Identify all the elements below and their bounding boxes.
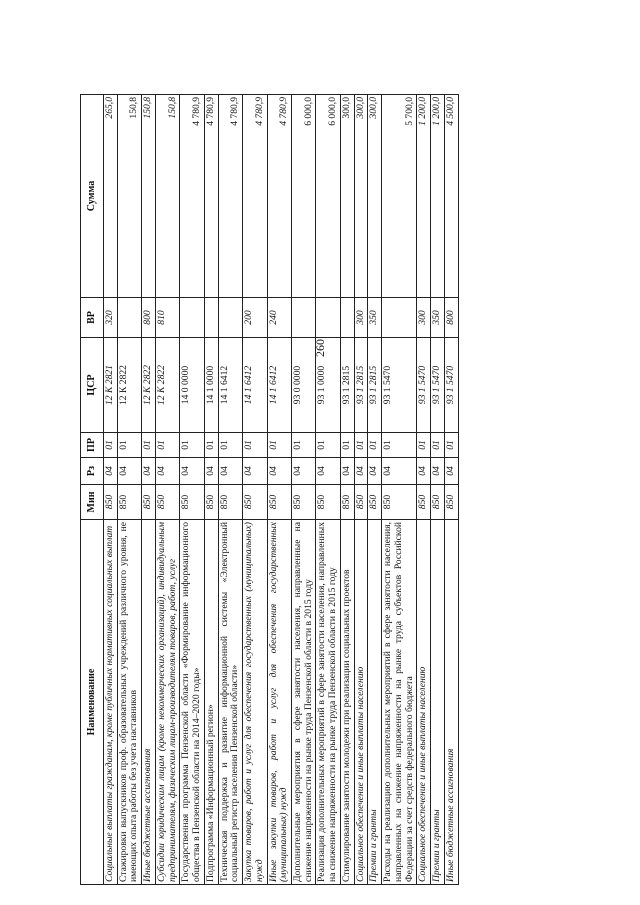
row-pr: 01 — [340, 433, 354, 458]
row-rz: 04 — [368, 458, 382, 485]
row-sum: 4 500,0 — [444, 95, 458, 298]
row-min: 850 — [180, 485, 204, 520]
row-name: Субсидии юридическим лицам (кроме некоммерческих организаций), индивидуальным предпринимателям, физическим лицам-производителям товаров, работ, услуг — [155, 520, 179, 885]
row-name: Закупка товаров, работ и услуг для обеспечения государственных (муниципальных) нужд — [243, 520, 267, 885]
row-vr: 300 — [417, 298, 431, 338]
row-sum: 6 000,0 — [292, 95, 316, 298]
row-csr: 93 1 5470 — [444, 338, 458, 433]
table-row — [368, 95, 382, 885]
row-vr: 810 — [155, 298, 179, 338]
row-csr: 14 1 0000 — [204, 338, 218, 433]
row-vr — [316, 298, 340, 338]
table-header-row — [81, 95, 104, 885]
table-row — [267, 95, 291, 885]
row-sum: 150,8 — [117, 95, 141, 298]
row-pr: 01 — [142, 433, 156, 458]
row-rz: 04 — [142, 458, 156, 485]
row-pr: 01 — [204, 433, 218, 458]
row-name: Премии и гранты — [431, 520, 445, 885]
row-rz: 04 — [204, 458, 218, 485]
row-name: Расходы на реализацию дополнительных мероприятий в сфере занятости населения, направленных на снижение напряженности на рынке труда субъектов Российской Федерации за счет средств федерального бюджета — [382, 520, 417, 885]
row-name: Социальное обеспечение и иные выплаты населению — [354, 520, 368, 885]
row-min: 850 — [368, 485, 382, 520]
row-vr: 800 — [444, 298, 458, 338]
row-vr — [382, 298, 417, 338]
header-name: Наименование — [81, 520, 104, 885]
row-pr: 01 — [417, 433, 431, 458]
row-pr: 01 — [316, 433, 340, 458]
row-csr: 14 0 0000 — [180, 338, 204, 433]
row-name: Стажировки выпускников проф. образовательных учреждений различного уровня, не имеющих опыта работы без учета наставников — [117, 520, 141, 885]
table-row — [218, 95, 242, 885]
row-csr: 93 1 2815 — [354, 338, 368, 433]
row-min: 850 — [155, 485, 179, 520]
row-sum: 4 780,9 — [267, 95, 291, 298]
row-min: 850 — [316, 485, 340, 520]
row-name: Иные бюджетные ассигнования — [444, 520, 458, 885]
row-sum: 4 780,9 — [204, 95, 218, 298]
row-csr: 93 1 0000 — [316, 338, 340, 433]
row-sum: 4 780,9 — [218, 95, 242, 298]
row-csr: 12 К 2822 — [155, 338, 179, 433]
row-pr: 01 — [444, 433, 458, 458]
row-min: 850 — [354, 485, 368, 520]
row-name: Социальное обеспечение и иные выплаты населению — [417, 520, 431, 885]
row-sum: 6 000,0 — [316, 95, 340, 298]
row-csr: 14 1 6412 — [267, 338, 291, 433]
row-vr — [340, 298, 354, 338]
table-row — [431, 95, 445, 885]
budget-table-rotated — [80, 95, 456, 885]
table-row — [243, 95, 267, 885]
row-sum: 150,8 — [142, 95, 156, 298]
row-name: Иные бюджетные ассигнования — [142, 520, 156, 885]
row-pr: 01 — [368, 433, 382, 458]
row-rz: 04 — [180, 458, 204, 485]
table-row — [117, 95, 141, 885]
row-sum: 300,0 — [368, 95, 382, 298]
header-pr: ПР — [81, 433, 104, 458]
row-vr: 350 — [368, 298, 382, 338]
table-row — [382, 95, 417, 885]
row-csr: 93 1 5470 — [382, 338, 417, 433]
row-vr: 240 — [267, 298, 291, 338]
row-name: Подпрограмма «Информационный регион» — [204, 520, 218, 885]
row-csr: 93 1 2815 — [340, 338, 354, 433]
header-sum: Сумма — [81, 95, 104, 298]
row-rz: 04 — [292, 458, 316, 485]
row-pr: 01 — [117, 433, 141, 458]
row-csr: 93 1 2815 — [368, 338, 382, 433]
row-pr: 01 — [218, 433, 242, 458]
row-name: Дополнительные мероприятия в сфере занятости населения, направленные на снижение напряженности на рынке труда Пензенской области в 2015 году — [292, 520, 316, 885]
table-row — [104, 95, 118, 885]
row-vr: 320 — [104, 298, 118, 338]
table-row — [340, 95, 354, 885]
page-number: 260 — [313, 339, 327, 357]
table-row — [204, 95, 218, 885]
row-min: 850 — [340, 485, 354, 520]
row-min: 850 — [267, 485, 291, 520]
row-min: 850 — [292, 485, 316, 520]
header-vr: ВР — [81, 298, 104, 338]
row-csr: 93 1 5470 — [431, 338, 445, 433]
row-min: 850 — [204, 485, 218, 520]
row-name: Государственная программа Пензенской области «Формирование информационного общества в Пензенской области на 2014–2020 годы» — [180, 520, 204, 885]
row-rz: 04 — [431, 458, 445, 485]
row-rz: 04 — [444, 458, 458, 485]
row-pr: 01 — [354, 433, 368, 458]
row-name: Реализация дополнительных мероприятий в сфере занятости населения, направленных на снижение напряженности на рынке труда Пензенской области в 2015 году — [316, 520, 340, 885]
row-vr — [218, 298, 242, 338]
row-min: 850 — [417, 485, 431, 520]
table-row — [316, 95, 340, 885]
row-rz: 04 — [354, 458, 368, 485]
row-sum: 300,0 — [354, 95, 368, 298]
header-min: Мин — [81, 485, 104, 520]
row-rz: 04 — [267, 458, 291, 485]
row-rz: 04 — [382, 458, 417, 485]
row-rz: 04 — [104, 458, 118, 485]
row-rz: 04 — [316, 458, 340, 485]
row-sum: 5 700,0 — [382, 95, 417, 298]
row-vr — [292, 298, 316, 338]
row-rz: 04 — [417, 458, 431, 485]
row-csr: 12 К 2822 — [117, 338, 141, 433]
table-row — [155, 95, 179, 885]
row-vr — [117, 298, 141, 338]
row-vr — [204, 298, 218, 338]
table-row — [142, 95, 156, 885]
row-min: 850 — [104, 485, 118, 520]
budget-table — [80, 94, 459, 885]
row-csr: 12 К 2821 — [104, 338, 118, 433]
row-vr: 800 — [142, 298, 156, 338]
row-min: 850 — [218, 485, 242, 520]
row-rz: 04 — [243, 458, 267, 485]
header-rz: Рз — [81, 458, 104, 485]
row-min: 850 — [243, 485, 267, 520]
row-vr: 200 — [243, 298, 267, 338]
row-rz: 04 — [218, 458, 242, 485]
row-min: 850 — [142, 485, 156, 520]
row-csr: 14 1 6412 — [243, 338, 267, 433]
row-name: Социальные выплаты гражданам, кроме публичных нормативных социальных выплат — [104, 520, 118, 885]
row-vr — [180, 298, 204, 338]
row-pr: 01 — [382, 433, 417, 458]
row-pr: 01 — [104, 433, 118, 458]
row-csr: 12 К 2822 — [142, 338, 156, 433]
table-row — [292, 95, 316, 885]
row-pr: 01 — [155, 433, 179, 458]
row-name: Иные закупки товаров, работ и услуг для обеспечения государственных (муниципальных) нужд — [267, 520, 291, 885]
row-sum: 1 200,0 — [417, 95, 431, 298]
row-csr: 14 1 6412 — [218, 338, 242, 433]
row-sum: 4 780,9 — [243, 95, 267, 298]
row-sum: 300,0 — [340, 95, 354, 298]
table-row — [354, 95, 368, 885]
header-csr: ЦСР — [81, 338, 104, 433]
row-rz: 04 — [117, 458, 141, 485]
row-pr: 01 — [267, 433, 291, 458]
row-pr: 01 — [431, 433, 445, 458]
row-pr: 01 — [243, 433, 267, 458]
row-sum: 1 200,0 — [431, 95, 445, 298]
row-name: Премии и гранты — [368, 520, 382, 885]
row-csr: 93 0 0000 — [292, 338, 316, 433]
table-row — [180, 95, 204, 885]
row-vr: 350 — [431, 298, 445, 338]
row-sum: 150,8 — [155, 95, 179, 298]
row-name: Стимулирование занятости молодежи при реализации социальных проектов — [340, 520, 354, 885]
row-vr: 300 — [354, 298, 368, 338]
row-min: 850 — [444, 485, 458, 520]
row-name: Техническая поддержка и развитие информационной системы «Электронный социальный регистр населения Пензенской области» — [218, 520, 242, 885]
row-pr: 01 — [180, 433, 204, 458]
table-row — [444, 95, 458, 885]
row-csr: 93 1 5470 — [417, 338, 431, 433]
row-rz: 04 — [155, 458, 179, 485]
row-rz: 04 — [340, 458, 354, 485]
row-min: 850 — [431, 485, 445, 520]
row-min: 850 — [117, 485, 141, 520]
row-sum: 265,0 — [104, 95, 118, 298]
row-min: 850 — [382, 485, 417, 520]
row-sum: 4 780,9 — [180, 95, 204, 298]
table-row — [417, 95, 431, 885]
row-pr: 01 — [292, 433, 316, 458]
